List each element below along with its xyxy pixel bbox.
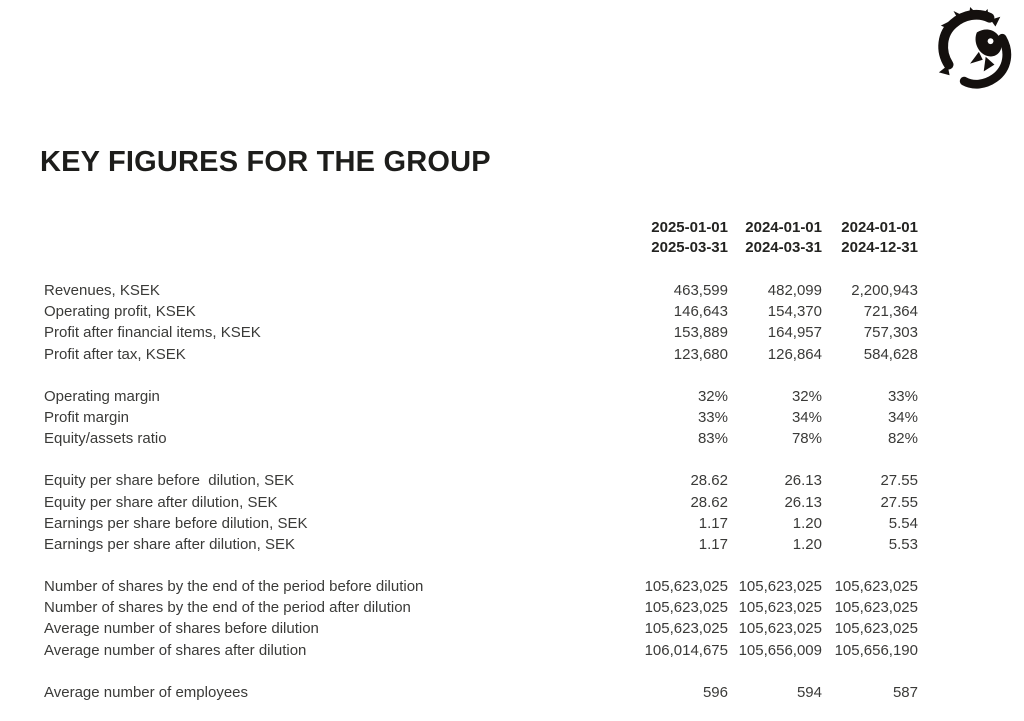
cell-value: 126,864 — [767, 345, 822, 363]
row-label: Number of shares by the end of the period before dilution — [44, 578, 424, 596]
cell-value: 584,628 — [863, 345, 918, 363]
table-row — [44, 597, 918, 618]
column-header-date: 2024-01-01 — [841, 219, 918, 236]
cell-value: 594 — [796, 683, 822, 701]
cell-value: 105,656,190 — [834, 641, 918, 659]
cell-value: 26.13 — [784, 493, 822, 511]
table-row — [44, 513, 918, 534]
row-label: Average number of shares after dilution — [44, 641, 307, 659]
cell-value: 28.62 — [690, 493, 728, 511]
key-figures-table — [44, 218, 918, 703]
row-spacer — [44, 365, 918, 386]
row-spacer — [44, 449, 918, 470]
table-row — [44, 682, 918, 703]
row-label: Profit after tax, KSEK — [44, 345, 186, 363]
cell-value: 26.13 — [784, 472, 822, 490]
cell-value: 587 — [892, 683, 918, 701]
cell-value: 83% — [697, 430, 728, 448]
cell-value: 34% — [791, 408, 822, 426]
cell-value: 105,623,025 — [834, 578, 918, 596]
cell-value: 757,303 — [863, 324, 918, 342]
cell-value: 28.62 — [690, 472, 728, 490]
row-label: Operating margin — [44, 387, 160, 405]
cell-value: 27.55 — [880, 493, 918, 511]
cell-value: 2,200,943 — [851, 282, 918, 299]
column-header-date: 2025-01-01 — [651, 219, 728, 236]
table-row — [44, 470, 918, 491]
cell-value: 105,623,025 — [738, 620, 822, 638]
column-header-date: 2024-03-31 — [745, 239, 822, 256]
table-row — [44, 492, 918, 513]
page-title: KEY FIGURES FOR THE GROUP — [40, 146, 491, 178]
row-spacer — [44, 258, 918, 280]
table-row — [44, 344, 918, 365]
row-label: Earnings per share before dilution, SEK — [44, 514, 308, 532]
row-label: Equity per share after dilution, SEK — [44, 493, 278, 511]
cell-value: 27.55 — [880, 472, 918, 490]
table-row — [44, 280, 918, 301]
column-header-date: 2025-03-31 — [651, 239, 728, 256]
cell-value: 153,889 — [673, 324, 728, 342]
cell-value: 82% — [887, 430, 918, 448]
table-row — [44, 576, 918, 597]
cell-value: 105,623,025 — [738, 599, 822, 617]
row-label: Operating profit, KSEK — [44, 303, 196, 321]
table-row — [44, 407, 918, 428]
cell-value: 482,099 — [767, 282, 822, 299]
row-label: Average number of shares before dilution — [44, 620, 319, 638]
cell-value: 596 — [702, 683, 728, 701]
cell-value: 1.20 — [792, 535, 822, 553]
table-row — [44, 428, 918, 449]
cell-value: 105,623,025 — [644, 620, 728, 638]
cell-value: 1.17 — [698, 514, 728, 532]
row-label: Equity per share before dilution, SEK — [44, 472, 295, 490]
table-row — [44, 534, 918, 555]
column-header-date: 2024-12-31 — [841, 239, 918, 256]
cell-value: 34% — [887, 408, 918, 426]
table-row — [44, 386, 918, 407]
row-label: Revenues, KSEK — [44, 282, 160, 299]
row-label: Earnings per share after dilution, SEK — [44, 535, 295, 553]
cell-value: 32% — [791, 387, 822, 405]
row-label: Profit after financial items, KSEK — [44, 324, 261, 342]
row-spacer — [44, 661, 918, 682]
cell-value: 1.20 — [792, 514, 822, 532]
cell-value: 721,364 — [863, 303, 918, 321]
cell-value: 33% — [887, 387, 918, 405]
cell-value: 105,623,025 — [644, 578, 728, 596]
row-label: Number of shares by the end of the period after dilution — [44, 599, 411, 617]
cell-value: 105,623,025 — [644, 599, 728, 617]
cell-value: 32% — [697, 387, 728, 405]
cell-value: 33% — [697, 408, 728, 426]
cell-value: 1.17 — [698, 535, 728, 553]
table-row — [44, 618, 918, 639]
cell-value: 154,370 — [767, 303, 822, 321]
cell-value: 146,643 — [673, 303, 728, 321]
row-label: Profit margin — [44, 408, 130, 426]
table-row — [44, 322, 918, 343]
column-header-date: 2024-01-01 — [745, 219, 822, 236]
table-header-row-period-start — [44, 218, 918, 238]
cell-value: 5.53 — [888, 535, 918, 553]
cell-value: 78% — [791, 430, 822, 448]
cell-value: 5.54 — [888, 514, 918, 532]
cell-value: 105,623,025 — [738, 578, 822, 596]
curled-dragon-emblem-icon — [934, 6, 1012, 90]
cell-value: 105,623,025 — [834, 620, 918, 638]
cell-value: 123,680 — [673, 345, 728, 363]
row-spacer — [44, 555, 918, 576]
cell-value: 164,957 — [767, 324, 822, 342]
table-header-row-period-end — [44, 238, 918, 258]
cell-value: 106,014,675 — [644, 641, 728, 659]
cell-value: 105,623,025 — [834, 599, 918, 617]
table-row — [44, 640, 918, 661]
table-row — [44, 301, 918, 322]
cell-value: 463,599 — [673, 282, 728, 299]
row-label: Equity/assets ratio — [44, 430, 167, 448]
cell-value: 105,656,009 — [738, 641, 822, 659]
row-label: Average number of employees — [44, 683, 249, 701]
